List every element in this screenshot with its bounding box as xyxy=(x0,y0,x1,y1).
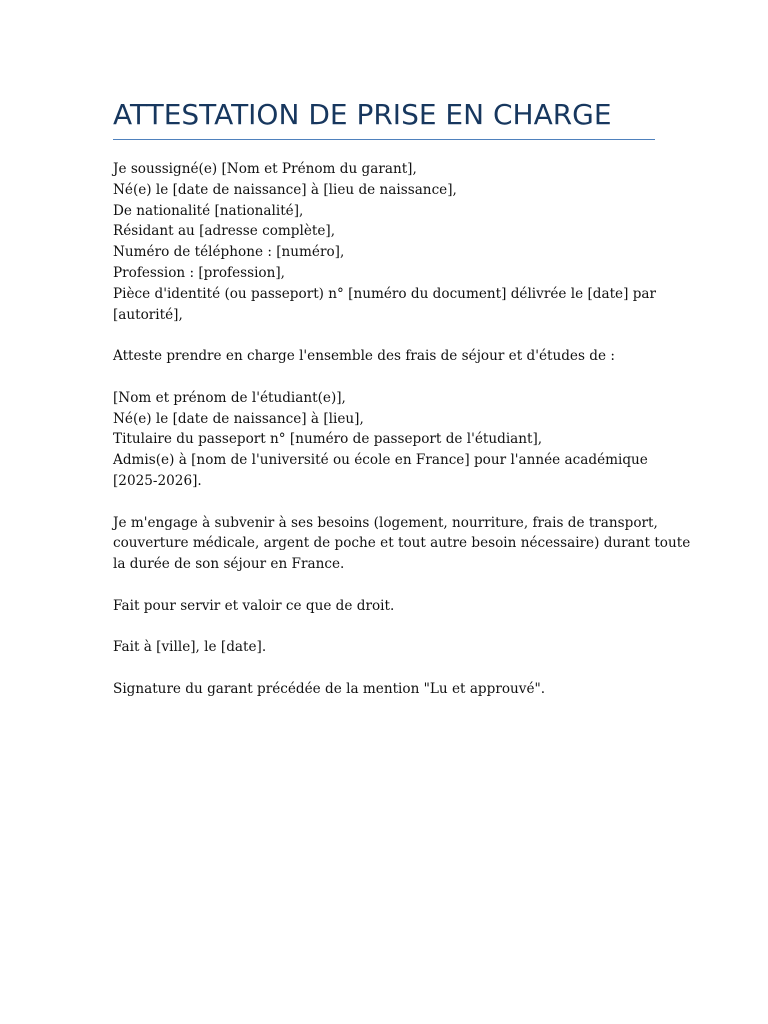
paragraph xyxy=(113,679,658,700)
text-line: Pièce d'identité (ou passeport) n° [numéro du document] délivrée le [date] par xyxy=(113,285,657,302)
document-body xyxy=(113,159,691,721)
text-line: [Nom et prénom de l'étudiant(e)], xyxy=(113,389,346,406)
text-line: Né(e) le [date de naissance] à [lieu], xyxy=(113,410,364,427)
text-line: Fait à [ville], le [date]. xyxy=(113,639,267,656)
text-line: [autorité], xyxy=(113,306,183,323)
text-line: Admis(e) à [nom de l'université ou école en France] pour l'année académique xyxy=(113,452,648,469)
text-line: Atteste prendre en charge l'ensemble des frais de séjour et d'études de : xyxy=(113,348,615,365)
text-line: Signature du garant précédée de la mention "Lu et approuvé". xyxy=(113,680,546,697)
text-line: Je soussigné(e) [Nom et Prénom du garant], xyxy=(113,161,417,177)
text-line: De nationalité [nationalité], xyxy=(113,202,304,219)
text-line: Titulaire du passeport n° [numéro de passeport de l'étudiant], xyxy=(113,431,543,448)
text-line: couverture médicale, argent de poche et tout autre besoin nécessaire) durant toute xyxy=(113,535,691,552)
text-line: Né(e) le [date de naissance] à [lieu de naissance], xyxy=(113,181,457,198)
text-line: Résidant au [adresse complète], xyxy=(113,223,336,240)
paragraph xyxy=(113,388,658,492)
text-line: Fait pour servir et valoir ce que de droit. xyxy=(113,597,395,614)
paragraph xyxy=(113,637,658,658)
paragraph xyxy=(113,513,691,575)
title-underline xyxy=(113,139,655,140)
paragraph xyxy=(113,596,658,617)
text-line: [2025-2026]. xyxy=(113,472,202,489)
paragraph xyxy=(113,159,658,325)
text-line: la durée de son séjour en France. xyxy=(113,556,345,573)
document-title: ATTESTATION DE PRISE EN CHARGE xyxy=(113,98,612,131)
paragraph xyxy=(113,346,658,367)
text-line: Je m'engage à subvenir à ses besoins (logement, nourriture, frais de transport, xyxy=(113,514,658,531)
text-line: Numéro de téléphone : [numéro], xyxy=(113,244,345,261)
text-line: Profession : [profession], xyxy=(113,264,285,281)
